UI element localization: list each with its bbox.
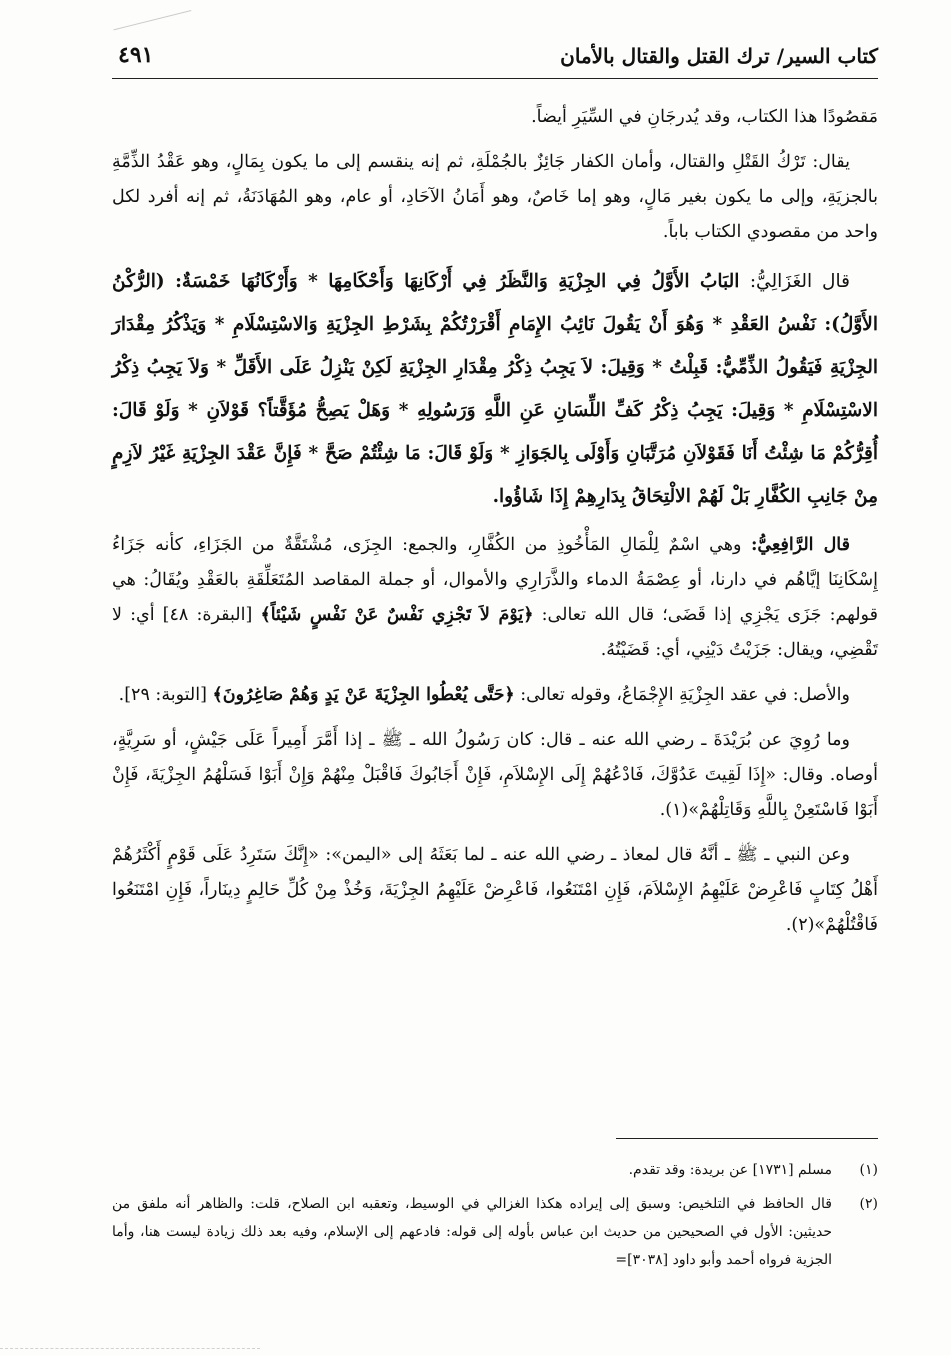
page-header xyxy=(112,40,878,79)
matn-text: البَابُ الأَوَّلُ فِي الجِزْيَةِ وَالنَّظَرُ فِي أَرْكَانِهَا وَأَحْكَامِهَا * وَأَرْكَانُهَا خَمْسَةٌ: (الرُّكْنُ الأَوَّلُ): نَفْسُ العَقْدِ * وَهُوَ أَنْ يَقُولَ نَائِبُ الإِمَامِ أَقْرَرْتُكُمْ بِشَرْطِ الجِزْيَةِ وَالاسْتِسْلَامِ * وَيَذْكُرُ مِقْدَارَ الجِزْيَةِ فَيَقُولُ الذِّمِّيُّ: قَبِلْتُ * وَقِيلَ: لاَ يَجِبُ ذِكْرُ مِقْدَارِ الجِزْيَةِ لَكِنْ يَنْزِلُ عَلَى الأَقَلِّ * وَلاَ يَجِبُ ذِكْرُ الاسْتِسْلَامِ * وَقِيلَ: يَجِبُ ذِكْرُ كَفِّ اللِّسَانِ عَنِ اللَّهِ وَرَسُولِهِ * وَهَلْ يَصِحُّ مُؤَقَّتاً؟ قَوْلاَنِ * وَلَوْ قَالَ: أُقِرُّكُمْ مَا شِئْتُ أَنَا فَقَوْلاَنِ مُرَتَّبَانِ وَأَوْلَى بِالجَوَازِ * وَلَوْ قَالَ: مَا شِئْتُمْ صَحَّ * فَإِنَّ عَقْدَ الجِزْيَةِ غَيْرُ لاَزِمٍ مِنْ جَانِبِ الكُفَّارِ بَلْ لَهُمْ الالْتِحَاقُ بِدَارِهِمْ إِذَا شَاؤُوا. xyxy=(112,271,878,507)
hadith-paragraph: وما رُوِيَ عن بُرَيْدَةَ ـ رضي الله عنه ـ قال: كان رَسُولُ الله ـ ﷺ ـ إذا أَمَّرَ أَمِيراً عَلَى جَيْشٍ، أو سَرِيَّةٍ، أوصاه. وقال: «إِذَا لَقِيتَ عَدُوَّكَ، فَادْعُهُمْ إِلَى الإِسْلاَمِ، فَإِنْ أَجَابُوكَ فَاقْبَلْ مِنْهُمْ وَإِنْ أَبَوْا فَسَلْهُمُ الجِزْيَةَ، فَإِنْ أَبَوْا فَاسْتَعِنْ بِاللَّهِ وَقَاتِلْهُمْ»(١). xyxy=(112,730,878,820)
footnote-text: قال الحافظ في التلخيص: وسبق إلى إيراده هكذا الغزالي في الوسيط، وتعقبه ابن الصلاح، قلت: والظاهر أنه ملفق من حديثين: الأول في الصحيحين من حديث ابن عباس بأوله إلى قوله: فادعهم إلى الإسلام، وفيه بعد ذلك زيادة ليست هنا، وأما الجزية فرواه أحمد وأبو داود [٣٠٣٨]= xyxy=(112,1196,832,1268)
footnote-separator xyxy=(616,1138,878,1139)
matn-speaker: قال الغَزَالِيُّ: xyxy=(749,271,850,292)
footnote-text: مسلم [١٧٣١] عن بريدة: وقد تقدم. xyxy=(628,1162,832,1178)
main-text xyxy=(112,100,878,953)
footnotes xyxy=(112,1156,878,1280)
quran-verse: ﴿يَوْمَ لاَ تَجْزِي نَفْسٌ عَنْ نَفْسٍ شَيْئاً﴾ xyxy=(260,605,534,625)
matn-paragraph xyxy=(112,260,878,518)
sharh-speaker: قال الرَّافِعِيُّ: xyxy=(750,535,850,555)
evidence-ref: [التوبة: ٢٩]. xyxy=(118,685,207,705)
quran-verse: ﴿حَتَّى يُعْطُوا الجِزْيَةَ عَنْ يَدٍ وَهُمْ صَاغِرُونَ﴾ xyxy=(212,685,515,705)
sharh-paragraph xyxy=(112,528,878,668)
scan-edge xyxy=(0,1348,260,1349)
page-number: ٤٩١ xyxy=(118,42,154,68)
footnote-number: (١) xyxy=(859,1162,878,1178)
footnote xyxy=(112,1190,878,1274)
paragraph-intro: يقال: تَرْكُ القَتْلِ والقتال، وأمان الكفار جَائِزٌ بالجُمْلَةِ، ثم إنه ينقسم إلى ما يكون بِمَالٍ، وهو عَقْدُ الذِّمَّةِ بالجزيَةِ، وإلى ما يكون بغير مَالٍ، وهو إما خَاصٌ، وهو أَمَانُ الآحَادِ، أو عام، وهو المُهَادَنَةُ، ثم إنه أفرد لكل واحد من مقصودي الكتاب باباً. xyxy=(112,152,878,242)
hadith-paragraph: وعن النبي ـ ﷺ ـ أنَّهُ قال لمعاذ ـ رضي الله عنه ـ لما بَعَثَهُ إلى «اليمن»: «إِنَّكَ سَتَرِدُ عَلَى قَوْمٍ أَكْثَرُهُمْ أَهْلُ كِتَابٍ فَاعْرِضْ عَلَيْهِمُ الإِسْلاَمَ، فَإِنِ امْتَنَعُوا، فَاعْرِضْ عَلَيْهِمُ الجِزْيَةَ، وَخُذْ مِنْ كُلِّ حَالِمٍ دِينَاراً، فَإِنِ امْتَنَعُوا فَاقْتُلْهُمْ»(٢). xyxy=(112,845,878,935)
evidence-paragraph xyxy=(112,678,878,713)
scan-artifact xyxy=(109,0,192,30)
footnote xyxy=(112,1156,878,1184)
footnote-number: (٢) xyxy=(859,1196,878,1212)
sharh-text-cont: [البقرة: ٤٨] أي: لا تَقْضِي، ويقال: جَزَيْتُ دَيْنِي، أي: قَضَيْتُهُ. xyxy=(112,605,878,660)
running-title: كتاب السير/ ترك القتل والقتال بالأمان xyxy=(560,44,878,68)
evidence-text: والأصل: في عقد الجِزْيَةِ الإِجْمَاعُ، وقوله تعالى: xyxy=(520,685,850,705)
paragraph-continuation: مَقصُودًا هذا الكتاب، وقد يُدرجَانِ في السِّيَرِ أيضاً. xyxy=(531,107,878,127)
sharh-text: وهي اسْمٌ لِلْمَالِ المَأْخُوذِ من الكُفَّارِ، والجمع: الجِزَى، مُشْتَقَّةٌ من الجَزَاءِ، كأنه جَزَاءُ إِسْكَانِنَا إيَّاهُم في دارنا، أو عِصْمَةُ الدماء والذَّرَارِي والأموال، أو جملة المقاصد المُتَعَلِّقَةِ بالعَقْدِ ويُقَالُ: هي قولهم: جَزَى يَجْزِي إذا قَضَى؛ قال الله تعالى: xyxy=(112,535,878,625)
